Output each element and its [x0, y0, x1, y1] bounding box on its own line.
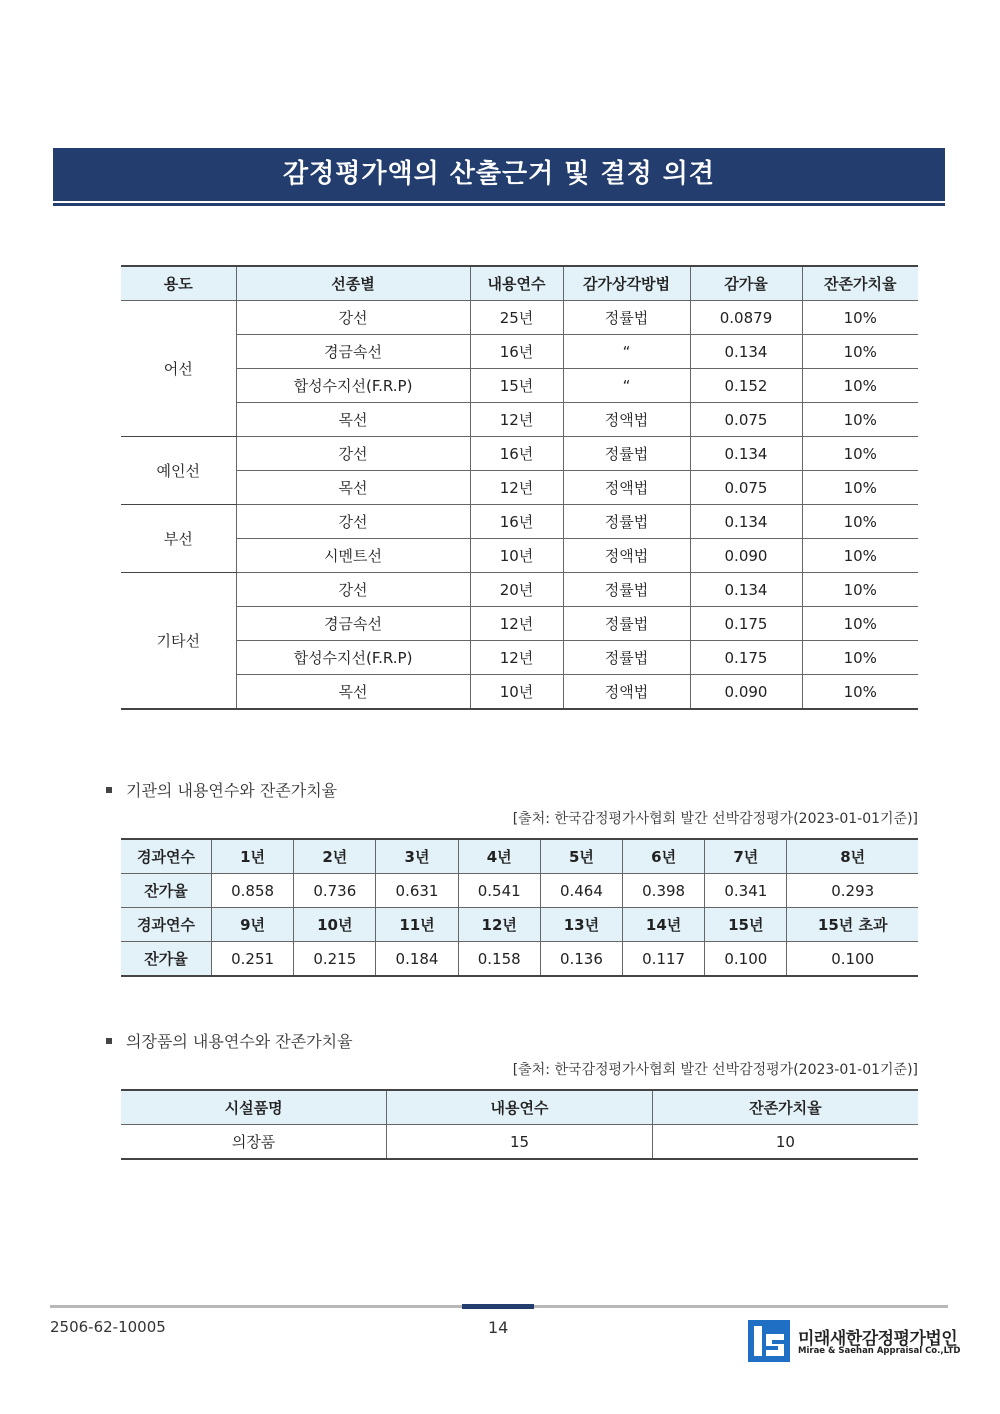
table-cell: 0.398	[623, 874, 705, 908]
table-cell: 14년	[623, 908, 705, 942]
table-cell: 0.117	[623, 942, 705, 977]
header-useful-life: 내용연수	[387, 1090, 653, 1125]
table-cell: 10%	[802, 505, 918, 539]
table-cell: 0.251	[212, 942, 294, 977]
table-cell: 10%	[802, 539, 918, 573]
table-cell: 15년	[705, 908, 787, 942]
table-cell: 목선	[236, 471, 470, 505]
table-row	[121, 1125, 918, 1160]
table-row	[121, 908, 918, 942]
table-cell: 10%	[802, 607, 918, 641]
label-residual-rate: 잔가율	[121, 942, 212, 977]
table-cell: 0.293	[787, 874, 918, 908]
group-use-label: 예인선	[121, 437, 236, 505]
table-cell: 10%	[802, 573, 918, 607]
table-cell: 정률법	[563, 641, 690, 675]
table-row	[121, 437, 918, 471]
engine-source-note: [출처: 한국감정평가사협회 발간 선박감정평가(2023-01-01기준)]	[512, 811, 918, 827]
table-cell: 0.541	[458, 874, 540, 908]
page-title: 감정평가액의 산출근거 및 결정 의견	[283, 159, 715, 189]
header-depreciation-method: 감가상각방법	[563, 266, 690, 301]
table-cell: 의장품	[121, 1125, 387, 1160]
table-row	[121, 839, 918, 874]
table-cell: 0.631	[376, 874, 458, 908]
table-cell: 0.134	[690, 335, 802, 369]
table-row	[121, 335, 918, 369]
table-cell: 0.184	[376, 942, 458, 977]
table-cell: 10%	[802, 675, 918, 710]
table-cell: 6년	[623, 839, 705, 874]
table-cell: 5년	[540, 839, 622, 874]
table-cell: 합성수지선(F.R.P)	[236, 369, 470, 403]
table-cell: 정액법	[563, 471, 690, 505]
table-cell: 10년	[470, 539, 563, 573]
group-use-label: 부선	[121, 505, 236, 573]
header-use: 용도	[121, 266, 236, 301]
engine-section-heading	[106, 778, 337, 801]
table-cell: 10%	[802, 301, 918, 335]
company-name-korean: 미래새한감정평가법인	[798, 1329, 958, 1349]
table-cell: 15년 초과	[787, 908, 918, 942]
table-header-row	[121, 1090, 918, 1125]
table-cell: 0.464	[540, 874, 622, 908]
label-elapsed-years: 경과연수	[121, 839, 212, 874]
table-cell: 2년	[294, 839, 376, 874]
table-cell: 12년	[458, 908, 540, 942]
table-cell: 0.100	[787, 942, 918, 977]
table-cell: 경금속선	[236, 335, 470, 369]
table-cell: 정률법	[563, 607, 690, 641]
table-cell: 목선	[236, 403, 470, 437]
table-cell: “	[563, 369, 690, 403]
table-row	[121, 301, 918, 335]
table-cell: 0.134	[690, 505, 802, 539]
footer-accent-bar	[462, 1304, 534, 1309]
table-cell: 0.090	[690, 675, 802, 710]
table-cell: 20년	[470, 573, 563, 607]
table-cell: 12년	[470, 641, 563, 675]
table-row	[121, 369, 918, 403]
table-cell: 시멘트선	[236, 539, 470, 573]
table-cell: 0.175	[690, 607, 802, 641]
table-cell: 0.158	[458, 942, 540, 977]
table-row	[121, 403, 918, 437]
company-logo	[748, 1320, 961, 1364]
table-cell: 12년	[470, 403, 563, 437]
table-header-row	[121, 266, 918, 301]
engine-heading-text: 기관의 내용연수와 잔존가치율	[126, 781, 338, 800]
header-depreciation-rate: 감가율	[690, 266, 802, 301]
table-cell: 25년	[470, 301, 563, 335]
bullet-square-icon	[106, 787, 112, 793]
table-cell: 10%	[802, 335, 918, 369]
bullet-square-icon	[106, 1038, 112, 1044]
table-cell: 0.134	[690, 437, 802, 471]
group-use-label: 기타선	[121, 573, 236, 710]
table-cell: 10%	[802, 403, 918, 437]
table-cell: 16년	[470, 335, 563, 369]
table-cell: 0.175	[690, 641, 802, 675]
equipment-residual-table	[121, 1089, 918, 1160]
table-cell: 정률법	[563, 301, 690, 335]
table-row	[121, 641, 918, 675]
table-cell: 0.090	[690, 539, 802, 573]
table-cell: 15	[387, 1125, 653, 1160]
table-cell: 10%	[802, 641, 918, 675]
header-useful-life: 내용연수	[470, 266, 563, 301]
table-cell: 10%	[802, 471, 918, 505]
table-cell: 강선	[236, 437, 470, 471]
table-cell: 7년	[705, 839, 787, 874]
table-cell: 합성수지선(F.R.P)	[236, 641, 470, 675]
table-cell: 1년	[212, 839, 294, 874]
header-residual-rate: 잔존가치율	[652, 1090, 918, 1125]
table-cell: 10%	[802, 437, 918, 471]
table-cell: 정액법	[563, 539, 690, 573]
table-cell: 0.215	[294, 942, 376, 977]
table-cell: 0.136	[540, 942, 622, 977]
table-row	[121, 573, 918, 607]
table-cell: 10년	[470, 675, 563, 710]
table-cell: 13년	[540, 908, 622, 942]
table-cell: 10년	[294, 908, 376, 942]
table-cell: 3년	[376, 839, 458, 874]
table-row	[121, 539, 918, 573]
equip-source-note: [출처: 한국감정평가사협회 발간 선박감정평가(2023-01-01기준)]	[512, 1062, 918, 1078]
title-underline	[53, 203, 945, 206]
table-cell: 8년	[787, 839, 918, 874]
table-cell: 정률법	[563, 437, 690, 471]
table-row	[121, 607, 918, 641]
page-title-banner	[53, 148, 945, 201]
label-residual-rate: 잔가율	[121, 874, 212, 908]
table-cell: 0.0879	[690, 301, 802, 335]
table-cell: 16년	[470, 437, 563, 471]
table-cell: 정률법	[563, 505, 690, 539]
table-cell: 15년	[470, 369, 563, 403]
equip-section-heading	[106, 1029, 353, 1052]
table-cell: 강선	[236, 573, 470, 607]
table-cell: 0.152	[690, 369, 802, 403]
table-row	[121, 471, 918, 505]
table-cell: 16년	[470, 505, 563, 539]
table-cell: 0.134	[690, 573, 802, 607]
table-cell: 0.736	[294, 874, 376, 908]
table-cell: 4년	[458, 839, 540, 874]
equip-heading-text: 의장품의 내용연수와 잔존가치율	[126, 1032, 353, 1051]
table-cell: 11년	[376, 908, 458, 942]
table-cell: 10	[652, 1125, 918, 1160]
table-row	[121, 874, 918, 908]
vessel-depreciation-table	[121, 265, 918, 710]
table-cell: 10%	[802, 369, 918, 403]
table-cell: 경금속선	[236, 607, 470, 641]
table-cell: 정액법	[563, 675, 690, 710]
table-cell: 정률법	[563, 573, 690, 607]
table-row	[121, 675, 918, 710]
table-cell: 0.100	[705, 942, 787, 977]
company-logo-icon	[748, 1320, 790, 1362]
table-cell: 0.858	[212, 874, 294, 908]
table-cell: 9년	[212, 908, 294, 942]
table-cell: 강선	[236, 301, 470, 335]
header-residual-rate: 잔존가치율	[802, 266, 918, 301]
table-cell: 강선	[236, 505, 470, 539]
label-elapsed-years: 경과연수	[121, 908, 212, 942]
table-cell: 12년	[470, 471, 563, 505]
group-use-label: 어선	[121, 301, 236, 437]
header-item-name: 시설품명	[121, 1090, 387, 1125]
table-cell: 정액법	[563, 403, 690, 437]
table-cell: 0.075	[690, 403, 802, 437]
table-row	[121, 505, 918, 539]
table-cell: “	[563, 335, 690, 369]
document-number: 2506-62-10005	[50, 1318, 166, 1336]
table-cell: 12년	[470, 607, 563, 641]
table-cell: 목선	[236, 675, 470, 710]
engine-residual-table	[121, 838, 918, 977]
table-row	[121, 942, 918, 977]
header-vessel-type: 선종별	[236, 266, 470, 301]
company-name-english: Mirae & Saehan Appraisal Co.,LTD	[798, 1346, 961, 1356]
table-cell: 0.341	[705, 874, 787, 908]
page-number: 14	[488, 1318, 509, 1337]
table-cell: 0.075	[690, 471, 802, 505]
